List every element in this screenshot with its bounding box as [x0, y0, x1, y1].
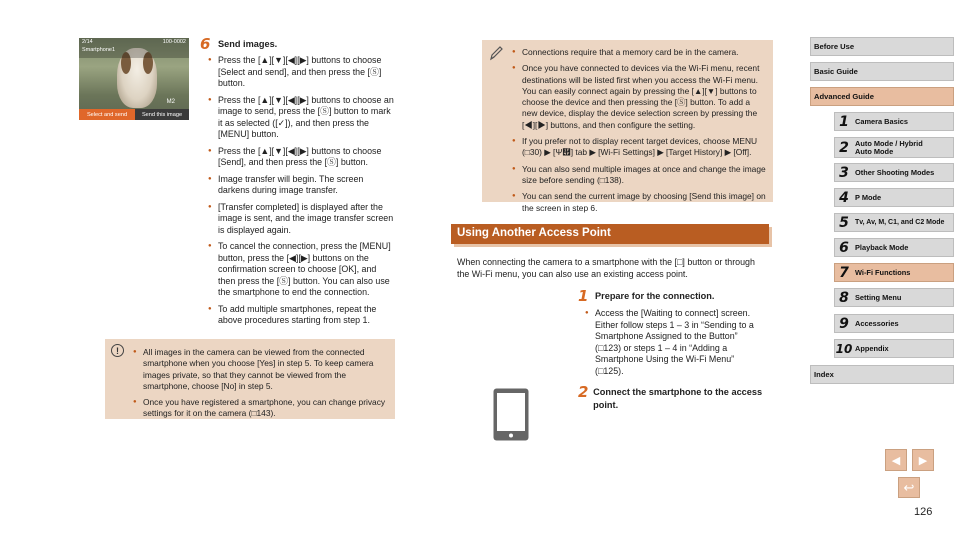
bullet: ● [Transfer completed] is displayed after the image is sent, and the image transfer screen is displayed again. [208, 202, 394, 237]
chapter-number: 8 [839, 289, 849, 306]
chapter-number: 4 [839, 189, 849, 206]
step-2 [578, 384, 768, 412]
nav-chapter-3[interactable] [834, 163, 954, 182]
return-icon: ↩ [903, 479, 915, 495]
nav-chapter-6[interactable] [834, 238, 954, 257]
chapter-number: 2 [839, 139, 849, 156]
step-number: 2 [578, 383, 589, 401]
camera-screen-image [79, 38, 189, 120]
send-this-image-button[interactable] [135, 109, 189, 120]
bullet: ● All images in the camera can be viewed from the connected smartphone when you choose [Yes] in step 5. To keep camera images private, so that they cannot be viewed from the smartphone, choose [No] in step 5. [133, 347, 389, 392]
nav-chapter-1[interactable] [834, 112, 954, 131]
bullet: ● Image transfer will begin. The screen darkens during image transfer. [208, 174, 394, 197]
step-1 [578, 288, 768, 382]
bullet: ● Press the [▲][▼][◀][▶] buttons to choose [Select and send], and then press the [Ⓢ] button. [208, 55, 394, 90]
nav-chapter-7[interactable] [834, 263, 954, 282]
arrow-left-icon: ◀ [891, 454, 901, 467]
nav-chapter-8[interactable] [834, 288, 954, 307]
bullet: ● You can send the current image by choosing [Send this image] on the screen in step 6. [512, 191, 767, 214]
bullet: ● To add multiple smartphones, repeat the above procedures starting from step 1. [208, 304, 394, 327]
select-and-send-label: Select and send [86, 111, 128, 118]
bullet: ● If you prefer not to display recent target devices, choose MENU (□30) ▶ [Ψ὏] tab ▶ [Wi-Fi Settings] ▶ [Target History] ▶ [Off]. [512, 136, 767, 159]
nav-advanced-guide[interactable] [810, 87, 954, 106]
section-heading [451, 224, 769, 244]
step-6-bullets [208, 55, 394, 327]
step-title: Send images. [218, 39, 278, 49]
device-name: Smartphone1 [82, 47, 116, 53]
step-title: Prepare for the connection. [595, 291, 715, 301]
prev-page-button[interactable] [885, 449, 907, 471]
bullet: ● Press the [▲][▼][◀][▶] buttons to choose an image to send, press the [Ⓢ] button to mark it as selected ([✓]), and then press the [MENU] button. [208, 95, 394, 141]
nav-chapter-4[interactable] [834, 188, 954, 207]
select-and-send-button[interactable] [79, 109, 135, 120]
arrow-right-icon: ▶ [918, 454, 928, 467]
nav-label: Advanced Guide [814, 92, 874, 101]
bullet: ● Once you have registered a smartphone, you can change privacy settings for it on the camera (□143). [133, 397, 389, 420]
chapter-number: 3 [839, 164, 849, 181]
chapter-label: Playback Mode [855, 243, 909, 252]
nav-label: Index [814, 370, 834, 379]
chapter-label: Wi-Fi Functions [855, 268, 911, 277]
bullet: ● Press the [▲][▼][◀][▶] buttons to choose [Send], and then press the [Ⓢ] button. [208, 146, 394, 169]
step-title: Connect the smartphone to the access point. [593, 387, 763, 410]
caution-icon-glyph: ! [116, 345, 119, 356]
return-button[interactable] [898, 477, 920, 498]
image-size: M2 [166, 99, 175, 105]
step-1-bullets [585, 308, 765, 377]
bullet: ● Connections require that a memory card be in the camera. [512, 47, 767, 58]
chapter-number: 10 [835, 341, 853, 356]
bullet: ● Once you have connected to devices via the Wi-Fi menu, recent destinations will be listed first when you access the Wi-Fi menu. You can easily connect again by pressing the [▲][▼] buttons to choose the device and then pressing the [Ⓢ] button. To add a new device, display the device selection screen by pressing the [◀][▶] buttons, and then configure the setting. [512, 63, 767, 131]
chapter-label: Setting Menu [855, 293, 902, 302]
chapter-number: 6 [839, 239, 849, 256]
file-number: 100-0002 [162, 39, 186, 45]
nav-chapter-9[interactable] [834, 314, 954, 333]
chapter-label: Tv, Av, M, C1, and C2 Mode [855, 219, 945, 226]
bullet: ● You can also send multiple images at once and change the image size before sending (□138). [512, 164, 767, 187]
bullet: ● To cancel the connection, press the [MENU] button, press the [◀][▶] buttons on the confirmation screen to choose [OK], and then press the [Ⓢ] button. You can also use the smartphone to end the connection. [208, 241, 394, 299]
send-this-image-label: Send this image [141, 111, 183, 118]
nav-label: Before Use [814, 42, 855, 51]
pencil-icon [488, 44, 504, 62]
image-counter: 2/14 [82, 39, 93, 45]
smartphone-illustration [492, 387, 530, 442]
chapter-label: Camera Basics [855, 117, 909, 126]
chapter-label: P Mode [855, 193, 882, 202]
caution-icon [111, 344, 124, 357]
nav-chapter-5[interactable] [834, 213, 954, 232]
nav-basic-guide[interactable] [810, 62, 954, 81]
chapter-label: Appendix [855, 344, 889, 353]
chapter-number: 1 [839, 113, 849, 130]
chapter-number: 7 [839, 264, 849, 281]
nav-before-use[interactable] [810, 37, 954, 56]
note-box [482, 40, 773, 213]
chapter-number: 5 [839, 214, 849, 231]
section-intro: When connecting the camera to a smartphone with the [□] button or through the Wi-Fi menu, you can also use an existing access point. [457, 257, 755, 279]
section-title: Using Another Access Point [457, 227, 611, 239]
chapter-label: Accessories [855, 319, 899, 328]
bullet: ● Access the [Waiting to connect] screen. Either follow steps 1 – 3 in “Sending to a Smartphone Assigned to the Button” (□123) or steps 1 – 4 in “Adding a Smartphone Using the Wi-Fi Menu” (□125). [585, 308, 765, 377]
nav-chapter-2[interactable] [834, 137, 954, 158]
chapter-label: Other Shooting Modes [855, 168, 935, 177]
nav-index[interactable] [810, 365, 954, 384]
step-number: 1 [578, 287, 589, 305]
next-page-button[interactable] [912, 449, 934, 471]
caution-box [105, 339, 395, 419]
page-number: 126 [914, 506, 933, 518]
step-6 [200, 36, 400, 332]
chapter-label: Auto Mode / Hybrid Auto Mode [855, 138, 923, 156]
nav-chapter-10[interactable] [834, 339, 954, 358]
note-bullets [512, 47, 767, 219]
chapter-number: 9 [839, 315, 849, 332]
caution-bullets [133, 347, 389, 425]
nav-label: Basic Guide [814, 67, 858, 76]
step-number: 6 [200, 35, 211, 53]
